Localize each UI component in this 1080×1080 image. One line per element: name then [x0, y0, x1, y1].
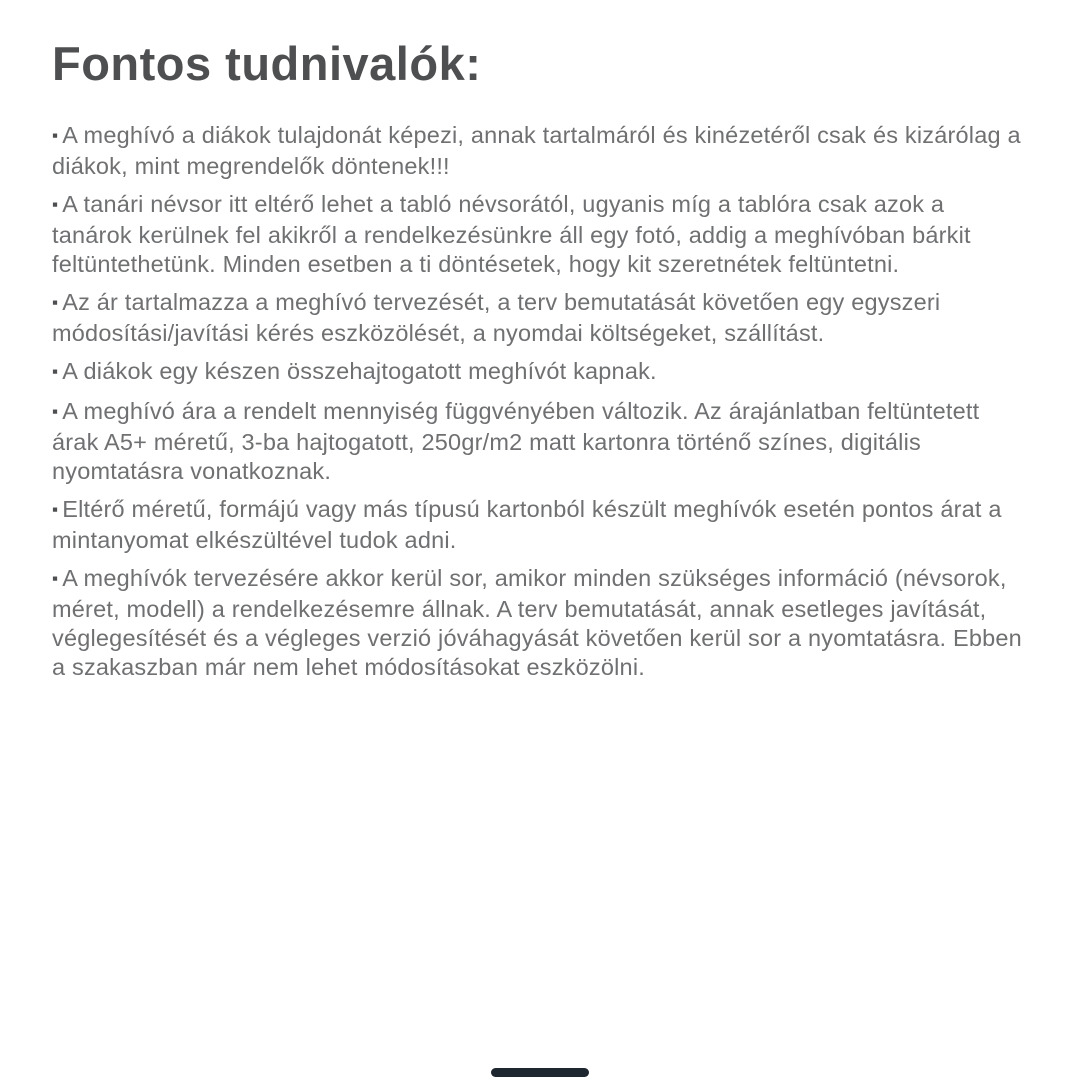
- bullet-square-icon: ▪: [52, 500, 59, 519]
- bullet-text: Eltérő méretű, formájú vagy más típusú kartonból készült meghívók esetén pontos árat a mintanyomat elkészültével tudok adni.: [52, 496, 1002, 553]
- bullet-square-icon: ▪: [52, 293, 59, 312]
- bullet-text: A diákok egy készen összehajtogatott meghívót kapnak.: [62, 358, 657, 384]
- bullet-item: [52, 121, 1024, 181]
- bullet-square-icon: ▪: [52, 569, 59, 588]
- bullet-item: [52, 495, 1024, 555]
- home-indicator-bar: [491, 1068, 589, 1077]
- bullet-item: [52, 397, 1024, 486]
- bullet-square-icon: ▪: [52, 402, 59, 421]
- bullet-item: [52, 357, 1024, 388]
- bullet-text: A meghívó a diákok tulajdonát képezi, annak tartalmáról és kinézetéről csak és kizárólag a diákok, mint megrendelők döntenek!!!: [52, 122, 1021, 179]
- bullet-text: A meghívók tervezésére akkor kerül sor, amikor minden szükséges információ (névsorok, méret, modell) a rendelkezésemre állnak. A terv bemutatását, annak esetleges javítását, véglegesítését és a végleges verzió jóváhagyását követően kerül sor a nyomtatásra. Ebben a szakaszban már nem lehet módosításokat eszközölni.: [52, 565, 1022, 680]
- bullet-square-icon: ▪: [52, 126, 59, 145]
- bullet-item: [52, 288, 1024, 348]
- bullet-item: [52, 190, 1024, 279]
- page-title: Fontos tudnivalók:: [52, 37, 482, 90]
- bullet-square-icon: ▪: [52, 362, 59, 381]
- bullet-text: A meghívó ára a rendelt mennyiség függvényében változik. Az árajánlatban feltüntetett árak A5+ méretű, 3-ba hajtogatott, 250gr/m2 matt kartonra történő színes, digitális nyomtatásra vonatkoznak.: [52, 398, 980, 484]
- bullet-item: [52, 564, 1024, 682]
- bullet-square-icon: ▪: [52, 195, 59, 214]
- bullet-text: Az ár tartalmazza a meghívó tervezését, a terv bemutatását követően egy egyszeri módosítási/javítási kérés eszközölését, a nyomdai költségeket, szállítást.: [52, 289, 941, 346]
- bullet-text: A tanári névsor itt eltérő lehet a tabló névsorától, ugyanis míg a tablóra csak azok a tanárok kerülnek fel akikről a rendelkezésünkre áll egy fotó, addig a meghívóban bárkit feltüntethetünk. Minden esetben a ti döntésetek, hogy kit szeretnétek feltüntetni.: [52, 191, 971, 277]
- bullet-list: [52, 121, 1024, 682]
